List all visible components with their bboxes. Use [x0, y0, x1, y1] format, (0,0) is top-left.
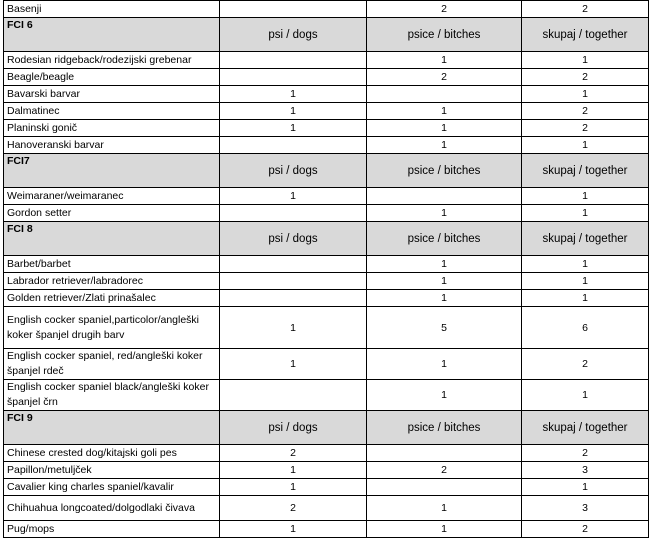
table-row: [4, 86, 649, 103]
together-count: 1: [522, 205, 649, 222]
bitches-count: [367, 86, 522, 103]
table-row: [4, 462, 649, 479]
breed-name: English cocker spaniel,particolor/angleški koker španjel drugih barv: [4, 307, 220, 349]
breed-name: Bavarski barvar: [4, 86, 220, 103]
dogs-count: 1: [220, 462, 367, 479]
together-count: 2: [522, 120, 649, 137]
breed-name: Rodesian ridgeback/rodezijski grebenar: [4, 52, 220, 69]
dogs-count: [220, 137, 367, 154]
dogs-count: [220, 1, 367, 18]
breed-name: Chihuahua longcoated/dolgodlaki čivava: [4, 496, 220, 521]
bitches-count: 1: [367, 290, 522, 307]
group-name: FCI 6: [4, 18, 220, 52]
table-row: [4, 120, 649, 137]
column-header-together: skupaj / together: [522, 222, 649, 256]
together-count: 2: [522, 1, 649, 18]
together-count: 1: [522, 256, 649, 273]
together-count: 1: [522, 188, 649, 205]
dogs-count: 1: [220, 103, 367, 120]
together-count: 1: [522, 86, 649, 103]
bitches-count: [367, 445, 522, 462]
breed-name: Dalmatinec: [4, 103, 220, 120]
table-row: [4, 445, 649, 462]
dogs-count: 1: [220, 521, 367, 538]
dogs-count: [220, 290, 367, 307]
breed-name: Golden retriever/Zlati prinašalec: [4, 290, 220, 307]
breed-count-table: [3, 0, 649, 538]
breed-name: Barbet/barbet: [4, 256, 220, 273]
dogs-count: 1: [220, 120, 367, 137]
bitches-count: 1: [367, 521, 522, 538]
column-header-dogs: psi / dogs: [220, 18, 367, 52]
dogs-count: [220, 256, 367, 273]
table-body: [4, 1, 649, 538]
column-header-together: skupaj / together: [522, 154, 649, 188]
breed-name: Cavalier king charles spaniel/kavalir: [4, 479, 220, 496]
breed-name: Hanoveranski barvar: [4, 137, 220, 154]
breed-name: Basenji: [4, 1, 220, 18]
column-header-bitches: psice / bitches: [367, 154, 522, 188]
breed-name: Gordon setter: [4, 205, 220, 222]
dogs-count: [220, 52, 367, 69]
group-name: FCI 8: [4, 222, 220, 256]
bitches-count: 1: [367, 205, 522, 222]
together-count: 3: [522, 496, 649, 521]
bitches-count: 1: [367, 103, 522, 120]
bitches-count: 2: [367, 462, 522, 479]
bitches-count: 2: [367, 1, 522, 18]
table-row: [4, 273, 649, 290]
together-count: 1: [522, 273, 649, 290]
bitches-count: 1: [367, 496, 522, 521]
bitches-count: 1: [367, 137, 522, 154]
together-count: 1: [522, 290, 649, 307]
table-row: [4, 521, 649, 538]
dogs-count: [220, 69, 367, 86]
group-header-row: [4, 154, 649, 188]
breed-name: English cocker spaniel black/angleški koker španjel črn: [4, 380, 220, 411]
column-header-bitches: psice / bitches: [367, 222, 522, 256]
dogs-count: [220, 205, 367, 222]
table-row: [4, 1, 649, 18]
dogs-count: 1: [220, 307, 367, 349]
breed-name: Labrador retriever/labradorec: [4, 273, 220, 290]
column-header-bitches: psice / bitches: [367, 18, 522, 52]
dogs-count: [220, 273, 367, 290]
table-row: [4, 349, 649, 380]
dogs-count: 2: [220, 445, 367, 462]
table-row: [4, 103, 649, 120]
dogs-count: 1: [220, 479, 367, 496]
table-row: [4, 496, 649, 521]
bitches-count: 2: [367, 69, 522, 86]
together-count: 1: [522, 479, 649, 496]
bitches-count: 1: [367, 349, 522, 380]
column-header-bitches: psice / bitches: [367, 411, 522, 445]
bitches-count: 1: [367, 52, 522, 69]
column-header-dogs: psi / dogs: [220, 154, 367, 188]
bitches-count: 1: [367, 120, 522, 137]
together-count: 3: [522, 462, 649, 479]
together-count: 1: [522, 380, 649, 411]
table-row: [4, 188, 649, 205]
group-header-row: [4, 411, 649, 445]
bitches-count: 1: [367, 256, 522, 273]
together-count: 2: [522, 521, 649, 538]
breed-name: Beagle/beagle: [4, 69, 220, 86]
table-row: [4, 290, 649, 307]
dogs-count: 1: [220, 349, 367, 380]
bitches-count: 1: [367, 380, 522, 411]
dogs-count: 1: [220, 86, 367, 103]
bitches-count: 1: [367, 273, 522, 290]
breed-name: Pug/mops: [4, 521, 220, 538]
table-row: [4, 205, 649, 222]
bitches-count: [367, 188, 522, 205]
together-count: 2: [522, 69, 649, 86]
table-row: [4, 69, 649, 86]
together-count: 1: [522, 52, 649, 69]
breed-name: Chinese crested dog/kitajski goli pes: [4, 445, 220, 462]
breed-name: Planinski gonič: [4, 120, 220, 137]
column-header-dogs: psi / dogs: [220, 411, 367, 445]
together-count: 2: [522, 445, 649, 462]
together-count: 2: [522, 349, 649, 380]
dogs-count: [220, 380, 367, 411]
table-row: [4, 479, 649, 496]
together-count: 1: [522, 137, 649, 154]
breed-name: English cocker spaniel, red/angleški koker španjel rdeč: [4, 349, 220, 380]
group-name: FCI7: [4, 154, 220, 188]
together-count: 6: [522, 307, 649, 349]
column-header-together: skupaj / together: [522, 411, 649, 445]
table-row: [4, 256, 649, 273]
dogs-count: 2: [220, 496, 367, 521]
table-row: [4, 137, 649, 154]
bitches-count: [367, 479, 522, 496]
table-row: [4, 307, 649, 349]
column-header-dogs: psi / dogs: [220, 222, 367, 256]
group-name: FCI 9: [4, 411, 220, 445]
bitches-count: 5: [367, 307, 522, 349]
table-row: [4, 52, 649, 69]
breed-name: Weimaraner/weimaranec: [4, 188, 220, 205]
group-header-row: [4, 222, 649, 256]
table-row: [4, 380, 649, 411]
dogs-count: 1: [220, 188, 367, 205]
group-header-row: [4, 18, 649, 52]
together-count: 2: [522, 103, 649, 120]
breed-name: Papillon/metuljček: [4, 462, 220, 479]
column-header-together: skupaj / together: [522, 18, 649, 52]
